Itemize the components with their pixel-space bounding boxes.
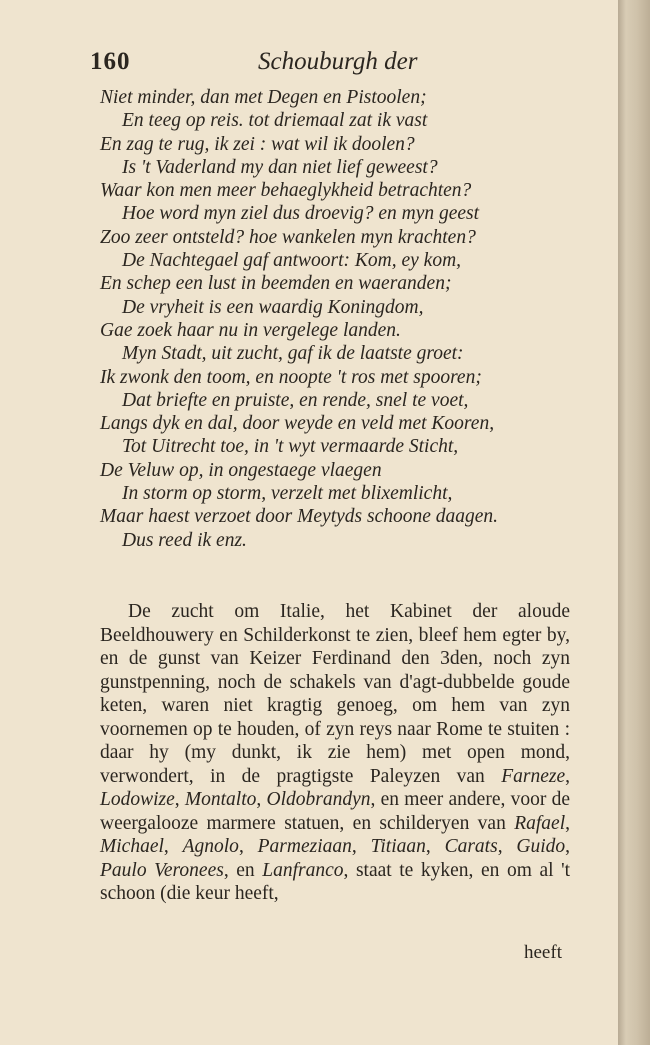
poem-line: Zoo zeer ontsteld? hoe wankelen myn krachten? <box>100 226 476 248</box>
prose-text: De zucht om Italie, het Kabinet der aloude Beeldhouwery en Schilderkonst te zien, bleef hem egter by, en de gunst van Keizer Ferdinand den 3den, noch zyn gunstpenning, noch de schakels van d'agt-dubbelde goude keten, waren niet kragtig genoeg, om hem van zyn voornemen op te houden, of zyn reys naar Rome te stuiten : daar hy (my dunkt, ik zie hem) met open mond, verwondert, in de pragtigste Paleyzen van <box>100 601 570 787</box>
prose-text: , <box>351 836 371 857</box>
italic-name: Lodowize <box>100 789 175 810</box>
italic-name: Titiaan <box>370 836 426 857</box>
poem-line: De vryheit is een waardig Koningdom, <box>122 296 424 318</box>
running-head <box>90 48 560 80</box>
italic-name: Farneze <box>501 765 566 787</box>
italic-name: Oldobrandyn <box>266 789 371 810</box>
poem-line: Niet minder, dan met Degen en Pistoolen; <box>100 87 427 108</box>
poem-line: Is 't Vaderland my dan niet lief geweest? <box>122 156 438 178</box>
prose-text: , <box>238 836 258 857</box>
italic-name: Lanfranco <box>262 859 344 881</box>
prose-text: , staat te kyken, en om al 't schoon (die keur heeft, <box>100 859 571 904</box>
catchword: heeft <box>524 942 562 963</box>
italic-name: Montalto <box>184 789 257 810</box>
prose-paragraph <box>100 600 570 906</box>
italic-name: Carats <box>444 836 498 857</box>
italic-name: Paulo Veronees <box>100 859 224 881</box>
poem-block <box>100 86 580 552</box>
italic-name: Rafael <box>514 812 566 834</box>
prose-text: , <box>163 836 183 857</box>
prose-text: , <box>565 836 571 857</box>
prose-text: , en meer andere, voor de weergalooze marmere statuen, en schilderyen van <box>100 789 570 834</box>
poem-line: Maar haest verzoet door Meytyds schoone daagen. <box>100 506 499 528</box>
italic-name: Guido <box>516 836 566 857</box>
prose-text: , <box>565 812 570 834</box>
poem-line: De Nachtegael gaf antwoort: Kom, ey kom, <box>122 250 462 272</box>
poem-line: Waar kon men meer behaeglykheid betrachten? <box>100 180 472 202</box>
prose-text: , <box>565 765 570 787</box>
poem-line: Dat briefte en pruiste, en rende, snel te voet, <box>122 389 469 411</box>
poem-line: En teeg op reis. tot driemaal zat ik vast <box>122 110 428 132</box>
italic-name: Michael <box>100 836 164 857</box>
italic-name: Agnolo <box>182 836 239 857</box>
running-title: Schouburgh der <box>258 48 418 75</box>
prose-text: , <box>497 836 517 857</box>
prose-text: , <box>256 789 267 810</box>
prose-text: , <box>425 836 445 857</box>
prose-text: , en <box>223 859 263 881</box>
page-number: 160 <box>90 48 131 75</box>
prose-block <box>100 600 570 906</box>
poem-line: En zag te rug, ik zei : wat wil ik doolen? <box>100 133 415 155</box>
poem-line: Ik zwonk den toom, en noopte 't ros met spooren; <box>100 366 482 388</box>
prose-text: , <box>174 789 185 810</box>
italic-name: Parmeziaan <box>257 836 352 857</box>
poem-line: Myn Stadt, uit zucht, gaf ik de laatste groet: <box>122 343 464 365</box>
book-gutter <box>618 0 650 1045</box>
poem-line: Tot Uitrecht toe, in 't wyt vermaarde Sticht, <box>122 436 459 458</box>
poem-line: De Veluw op, in ongestaege vlaegen <box>100 459 382 481</box>
poem-line: En schep een lust in beemden en waeranden; <box>100 273 452 295</box>
poem-line: Gae zoek haar nu in vergelege landen. <box>100 319 401 341</box>
poem-line: Langs dyk en dal, door weyde en veld met Kooren, <box>100 413 495 435</box>
poem-line: In storm op storm, verzelt met blixemlicht, <box>122 483 453 505</box>
poem-line: Dus reed ik enz. <box>122 529 247 551</box>
poem-line: Hoe word myn ziel dus droevig? en myn geest <box>122 203 480 225</box>
